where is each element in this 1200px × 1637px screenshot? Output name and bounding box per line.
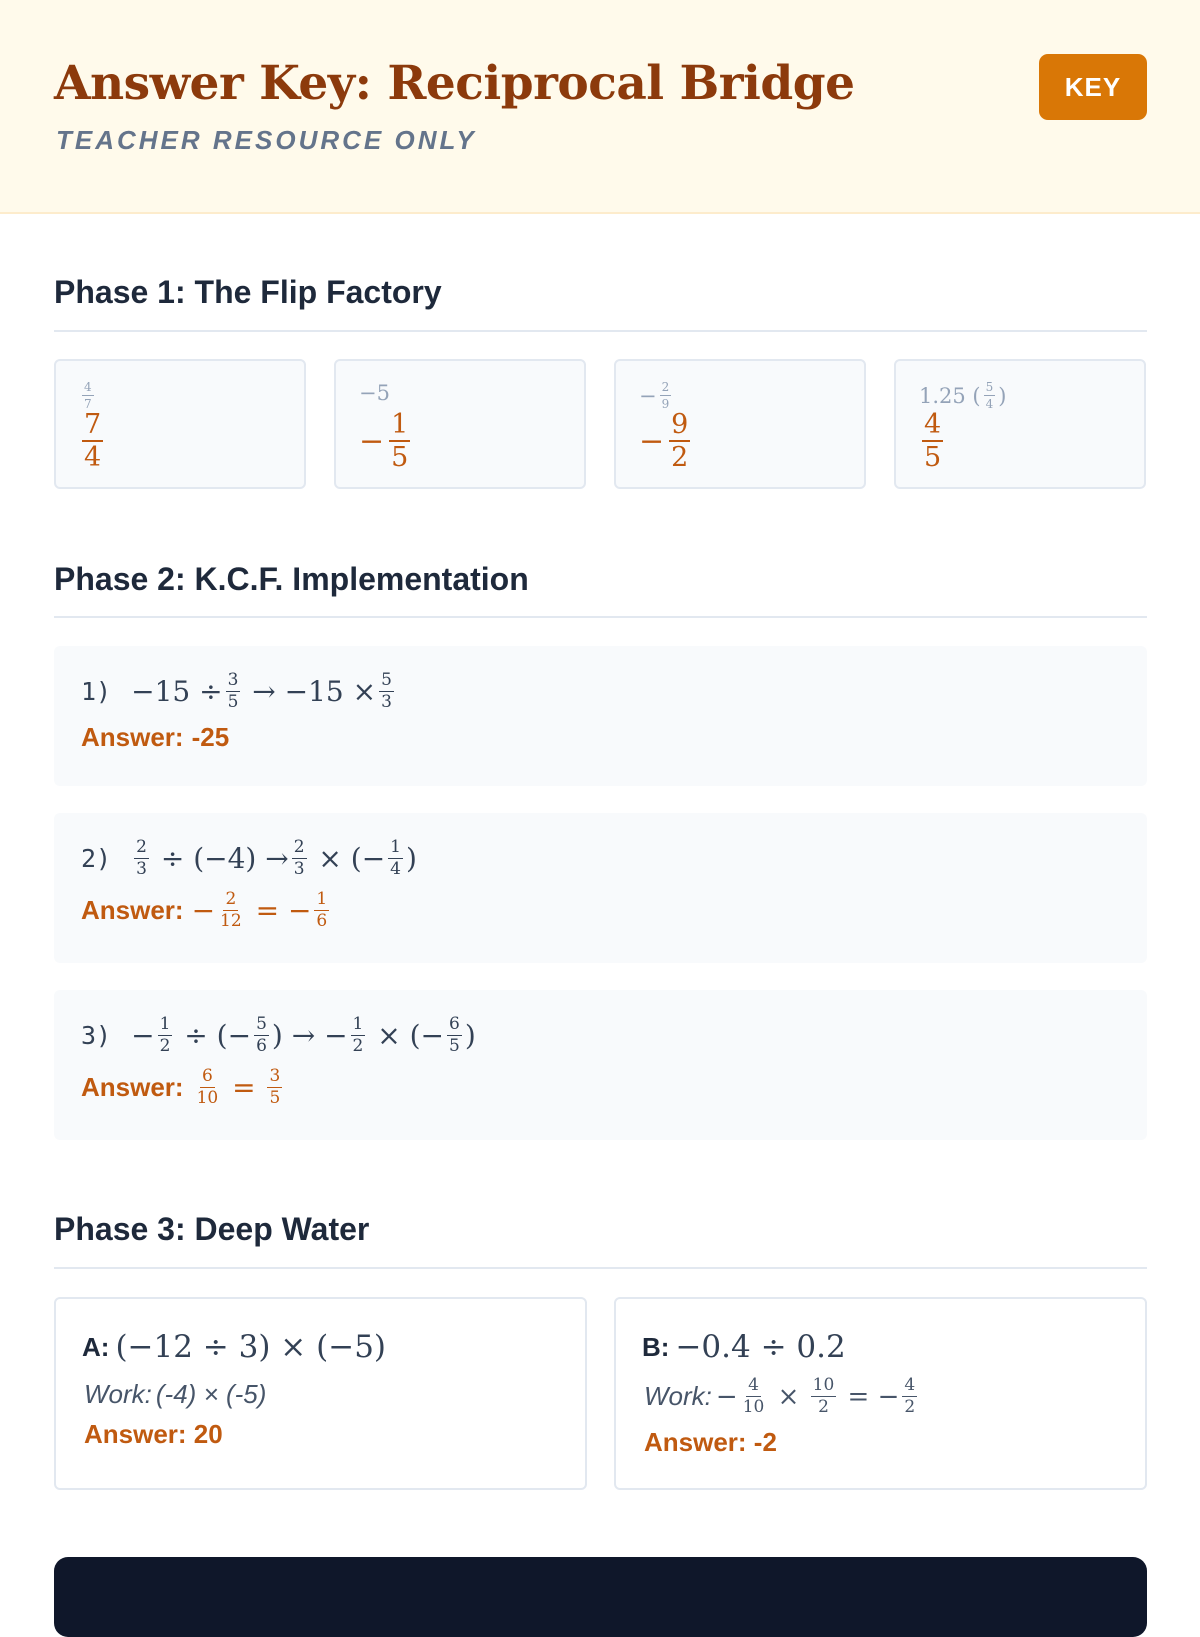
problem-number: 3): [81, 1021, 112, 1050]
answer-value: $\frac{6}{10}$ = $\frac{3}{5}$: [196, 1066, 281, 1108]
flip-card-reciprocal: − $\frac{1}{5}$: [359, 409, 409, 473]
answer-value: -25: [191, 722, 230, 752]
deep-answer: Answer: 20: [84, 1419, 223, 1449]
problem-answer: [81, 722, 237, 753]
phase3-divider: [54, 1267, 1147, 1269]
problem-card: [54, 990, 1147, 1140]
deep-answer: Answer: -2: [644, 1427, 777, 1457]
answer-label: Answer:: [81, 1072, 184, 1102]
answer-label: Answer:: [81, 722, 184, 752]
deep-question: [642, 1329, 846, 1365]
problem-number: 2): [81, 844, 112, 873]
flip-card-reciprocal: − $\frac{9}{2}$: [639, 409, 689, 473]
deep-question-expression: (−12 ÷ 3) × (−5): [115, 1329, 387, 1365]
flip-card: [54, 359, 306, 489]
deep-question-label: B:: [642, 1331, 670, 1362]
flip-card-original: −5: [359, 381, 390, 405]
problem-expression: 1) −15 ÷ $\frac{3}{5}$ → −15 × $\frac{5}{3}$: [81, 670, 392, 712]
problem-expression: 3) − $\frac{1}{2}$ ÷ (− $\frac{5}{6}$ ) → − $\frac{1}{2}$ × (− $\frac{6}{5}$ ): [81, 1014, 476, 1056]
page-subtitle: TEACHER RESOURCE ONLY: [56, 125, 477, 155]
phase2-title: Phase 2: K.C.F. Implementation: [54, 561, 529, 597]
deep-question: [82, 1329, 386, 1365]
flip-card: [614, 359, 866, 489]
work-expression: − $\frac{4}{10}$ × $\frac{10}{2}$ = − $\frac{4}{2}$: [715, 1375, 916, 1417]
problem-answer: [81, 891, 332, 930]
problem-card: [54, 813, 1147, 963]
phase2-divider: [54, 616, 1147, 618]
deep-work: [84, 1379, 270, 1410]
work-label: Work:: [84, 1379, 152, 1409]
deep-work: [644, 1377, 920, 1416]
phase1-title: Phase 1: The Flip Factory: [54, 274, 442, 310]
deep-question-label: A:: [82, 1331, 110, 1362]
phase3-title: Phase 3: Deep Water: [54, 1211, 370, 1247]
deep-water-card-b: [614, 1297, 1147, 1490]
flip-card: [334, 359, 586, 489]
work-label: Work:: [644, 1381, 712, 1411]
flip-card-original: − $\frac{2}{9}$: [639, 380, 670, 411]
deep-water-card-a: [54, 1297, 587, 1490]
phase1-divider: [54, 330, 1147, 332]
problem-number: 1): [81, 677, 112, 706]
flip-card: [894, 359, 1146, 489]
flip-card-reciprocal: $\frac{7}{4}$: [84, 409, 102, 473]
answer-value: − $\frac{2}{12}$ = − $\frac{1}{6}$: [191, 889, 328, 931]
page-title: Answer Key: Reciprocal Bridge: [54, 56, 855, 111]
deep-question-expression: −0.4 ÷ 0.2: [675, 1329, 846, 1365]
problem-expression: 2) $\frac{2}{3}$ ÷ (−4) → $\frac{2}{3}$ × (− $\frac{1}{4}$ ): [81, 837, 417, 879]
flip-card-reciprocal: $\frac{4}{5}$: [924, 409, 942, 473]
key-badge: KEY: [1039, 54, 1147, 120]
flip-card-original: 1.25 ( $\frac{5}{4}$ ): [919, 380, 1007, 411]
problem-answer: [81, 1068, 285, 1107]
header-banner: [0, 0, 1200, 214]
answer-label: Answer:: [81, 895, 184, 925]
footer-bar: [54, 1557, 1147, 1637]
flip-card-original: $\frac{4}{7}$: [84, 380, 92, 411]
problem-card: [54, 646, 1147, 786]
work-expression: (-4) × (-5): [155, 1379, 267, 1409]
